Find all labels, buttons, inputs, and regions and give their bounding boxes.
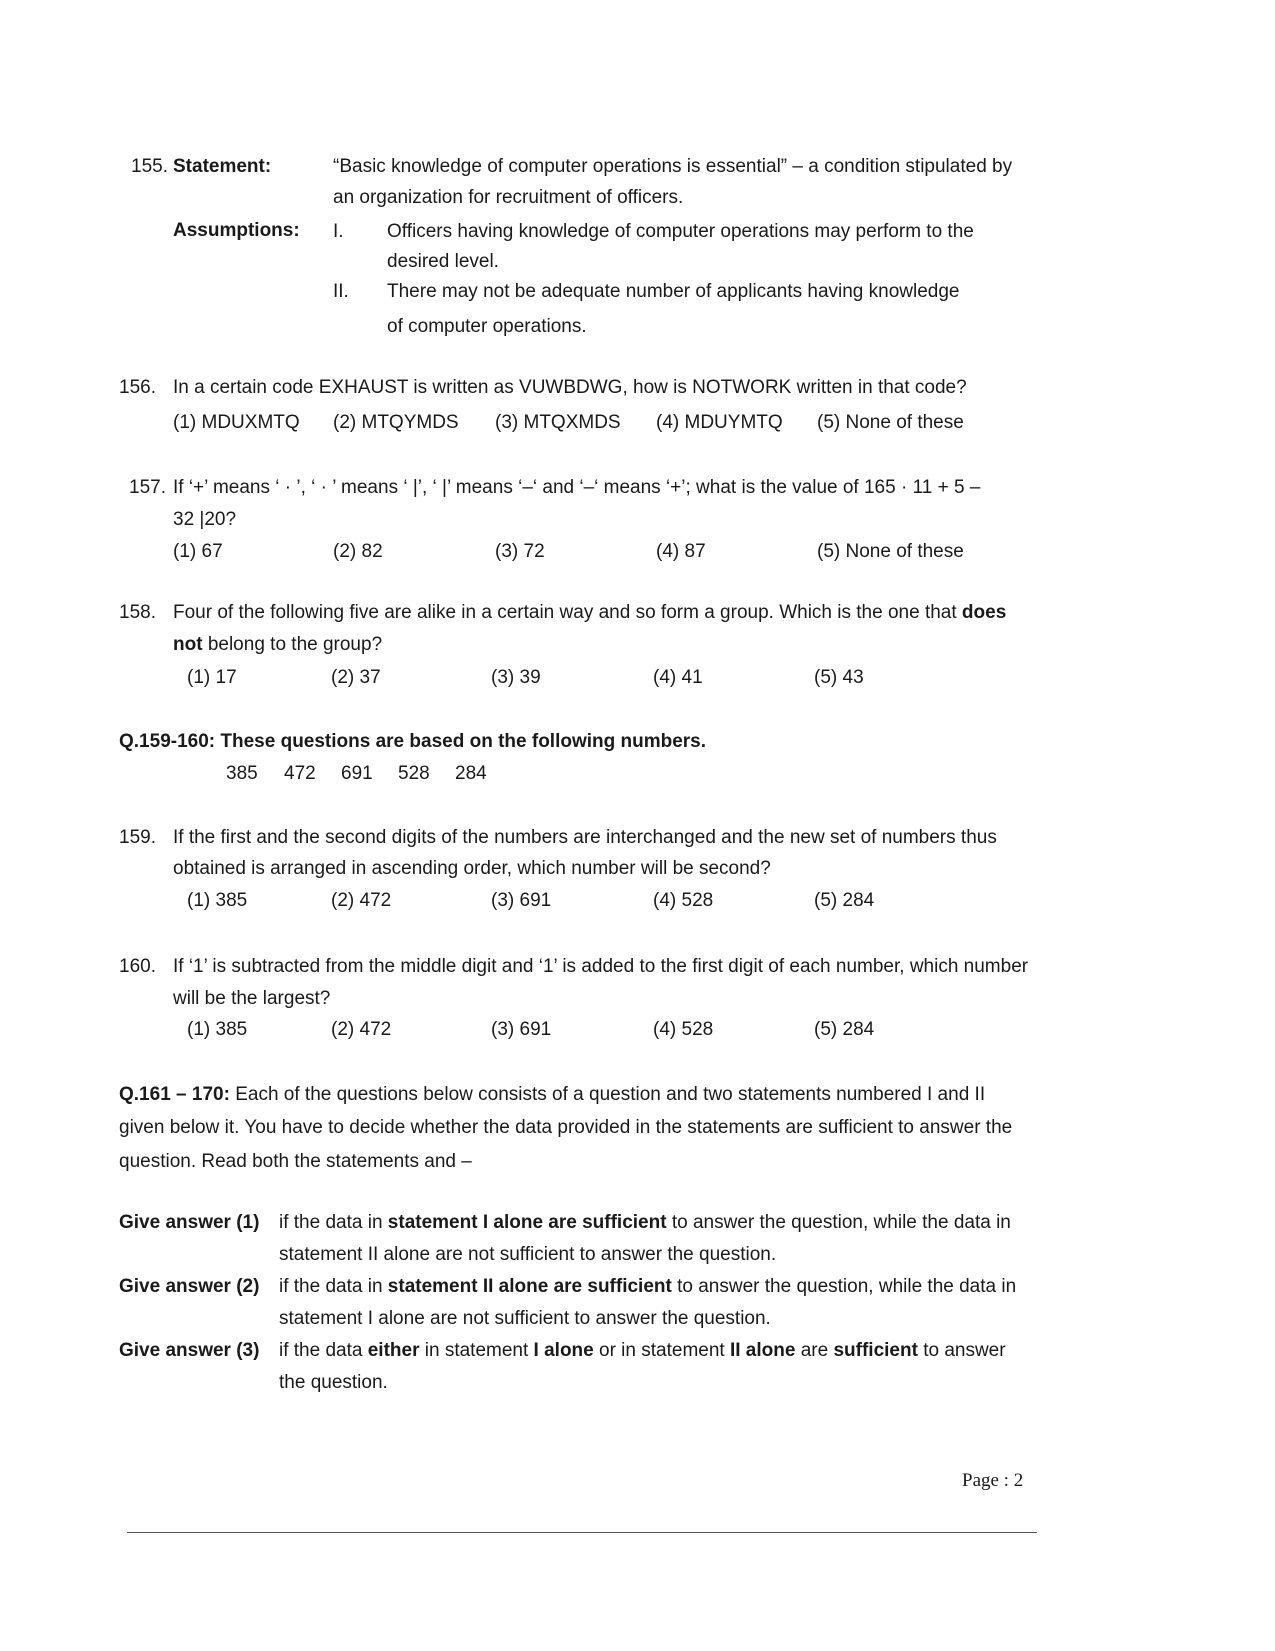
q156-number: 156. [119, 377, 156, 398]
number-472: 472 [284, 763, 316, 784]
q161-170-line1: Q.161 – 170: Each of the questions below consists of a question and two statements numbered I and II [119, 1084, 986, 1105]
q159-option-2: (2) 472 [331, 890, 392, 911]
q157-line1: If ‘+’ means ‘ · ’, ‘ · ’ means ‘ |’, ‘ |’ means ‘–‘ and ‘–‘ means ‘+’; what is the value of 165 · 11 + 5 – [173, 477, 981, 498]
q158-line1: Four of the following five are alike in a certain way and so form a group. Which is the one that does [173, 602, 1007, 623]
q156-option-4: (4) MDUYMTQ [656, 412, 783, 433]
q160-option-3: (3) 691 [491, 1019, 552, 1040]
q156-option-1: (1) MDUXMTQ [173, 412, 300, 433]
q157-option-3: (3) 72 [495, 541, 545, 562]
q159-160-heading: Q.159-160: These questions are based on the following numbers. [119, 731, 707, 752]
q159-number: 159. [119, 827, 156, 848]
q156-text: In a certain code EXHAUST is written as VUWBDWG, how is NOTWORK written in that code? [173, 377, 967, 398]
footer-divider [127, 1532, 1037, 1533]
q155-assumption-1-num: I. [333, 221, 344, 242]
q159-option-1: (1) 385 [187, 890, 248, 911]
q158-option-5: (5) 43 [814, 667, 864, 688]
q159-line2: obtained is arranged in ascending order, which number will be second? [173, 858, 771, 879]
q160-option-5: (5) 284 [814, 1019, 875, 1040]
q160-line2: will be the largest? [173, 988, 331, 1009]
q155-statement-line2: an organization for recruitment of officers. [333, 187, 684, 208]
q155-statement-label: Statement: [173, 156, 272, 177]
q160-option-4: (4) 528 [653, 1019, 714, 1040]
q160-option-2: (2) 472 [331, 1019, 392, 1040]
number-385: 385 [226, 763, 258, 784]
number-284: 284 [455, 763, 487, 784]
q160-line1: If ‘1’ is subtracted from the middle digit and ‘1’ is added to the first digit of each number, which number [173, 956, 1029, 977]
answer-2-line1: if the data in statement II alone are sufficient to answer the question, while the data in [279, 1276, 1017, 1297]
page-number: Page : 2 [962, 1470, 1024, 1491]
number-691: 691 [341, 763, 373, 784]
answer-1-line2: statement II alone are not sufficient to answer the question. [279, 1244, 777, 1265]
q155-statement-line1: “Basic knowledge of computer operations is essential” – a condition stipulated by [333, 156, 1013, 177]
q159-option-4: (4) 528 [653, 890, 714, 911]
answer-3-line1: if the data either in statement I alone or in statement II alone are sufficient to answer [279, 1340, 1006, 1361]
q160-option-1: (1) 385 [187, 1019, 248, 1040]
q159-line1: If the first and the second digits of the numbers are interchanged and the new set of numbers thus [173, 827, 997, 848]
q158-option-4: (4) 41 [653, 667, 703, 688]
q155-number: 155. [131, 156, 168, 177]
answer-3-line2: the question. [279, 1372, 388, 1393]
q155-assumption-2-line1: There may not be adequate number of applicants having knowledge [387, 281, 960, 302]
q158-number: 158. [119, 602, 156, 623]
q155-assumption-2-num: II. [333, 281, 349, 302]
answer-3-label: Give answer (3) [119, 1340, 260, 1361]
q161-170-line3: question. Read both the statements and – [119, 1151, 472, 1172]
q156-option-3: (3) MTQXMDS [495, 412, 621, 433]
q160-number: 160. [119, 956, 156, 977]
q157-option-2: (2) 82 [333, 541, 383, 562]
q157-number: 157. [129, 477, 166, 498]
q157-option-1: (1) 67 [173, 541, 223, 562]
answer-1-line1: if the data in statement I alone are sufficient to answer the question, while the data in [279, 1212, 1011, 1233]
q156-option-2: (2) MTQYMDS [333, 412, 459, 433]
q159-option-5: (5) 284 [814, 890, 875, 911]
answer-1-label: Give answer (1) [119, 1212, 260, 1233]
q155-assumption-1-line2: desired level. [387, 251, 499, 272]
q158-line2: not belong to the group? [173, 634, 383, 655]
q155-assumptions-label: Assumptions: [173, 220, 300, 241]
answer-2-line2: statement I alone are not sufficient to answer the question. [279, 1308, 771, 1329]
q158-option-3: (3) 39 [491, 667, 541, 688]
q156-option-5: (5) None of these [817, 412, 964, 433]
q158-option-2: (2) 37 [331, 667, 381, 688]
q161-170-line2: given below it. You have to decide whether the data provided in the statements are sufficient to answer the [119, 1117, 1013, 1138]
q155-assumption-2-line2: of computer operations. [387, 316, 587, 337]
q157-option-5: (5) None of these [817, 541, 964, 562]
answer-2-label: Give answer (2) [119, 1276, 260, 1297]
q157-line2: 32 |20? [173, 509, 237, 530]
q155-assumption-1-line1: Officers having knowledge of computer operations may perform to the [387, 221, 974, 242]
q158-option-1: (1) 17 [187, 667, 237, 688]
number-528: 528 [398, 763, 430, 784]
q159-option-3: (3) 691 [491, 890, 552, 911]
q157-option-4: (4) 87 [656, 541, 706, 562]
